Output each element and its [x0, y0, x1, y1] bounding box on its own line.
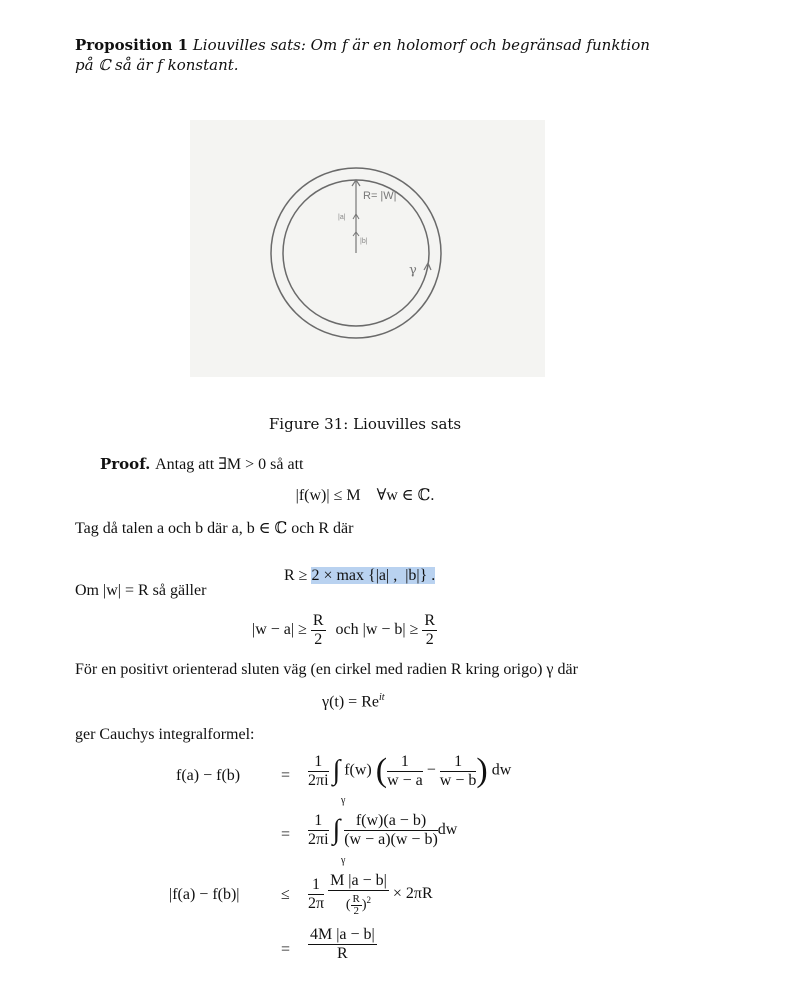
eq2-left: R ≥ [284, 567, 312, 584]
fraction-r-over-2-a: $\frac{R}{2}$ [312, 612, 324, 648]
row2-right: $\frac{1}{2\pi i}$ ∫ $\frac{f(w)(a - b)}{(w - a)(w - b)}$ dw [308, 812, 458, 848]
proof-intro [100, 454, 303, 474]
row1-right: $\frac{1}{2\pi i}$ ∫ f(w) ( $\frac{1}{w - a}$ − $\frac{1}{w - b}$ ) dw [308, 752, 512, 789]
proposition-text-1: Liouvilles sats: Om f är en holomorf och begränsad funktion [192, 36, 650, 54]
fraction-r-over-2-b: $\frac{R}{2}$ [424, 612, 436, 648]
fraction-1-over-2pii: $\frac{1}{2\pi i}$ [308, 752, 329, 789]
proposition-line-1 [75, 35, 715, 55]
proposition [75, 35, 715, 75]
equation-radius [276, 549, 435, 585]
a-label: |a| [338, 214, 346, 221]
eq3-left: |w − a| ≥ [252, 621, 307, 639]
row4-right: $\frac{4M |a - b|}{R}$ [310, 926, 375, 962]
row3-right: $\frac{1}{2\pi}$ M |a − b| ( $\frac{R}{2}$ )$^2$ × 2πR [308, 872, 433, 917]
figure-caption: Figure 31: Liouvilles sats [268, 415, 462, 433]
integral-sign: ∫ [332, 755, 341, 786]
proof-label: Proof. [100, 455, 151, 473]
figure-image [190, 120, 545, 377]
b-label: |b| [360, 238, 368, 245]
proposition-text-2: på ℂ så är f konstant. [75, 56, 239, 74]
eq2-highlight: 2 × max {|a| , |b|} . [311, 567, 436, 584]
row1-left: f(a) − f(b) [176, 767, 241, 784]
equation-distance [252, 612, 437, 649]
proof-intro-text: Antag att ∃M > 0 så att [155, 456, 304, 473]
proof-line-3: Om |w| = R så gäller [75, 582, 207, 599]
row3-le: ≤ [281, 886, 290, 903]
row1-eq: = [281, 767, 291, 784]
eq3-mid: och |w − b| ≥ [335, 621, 419, 639]
equation-bound: |f(w)| ≤ M ∀w ∈ ℂ. [295, 487, 435, 504]
row2-eq: = [281, 826, 291, 843]
row4-eq: = [281, 941, 291, 958]
gamma-label: γ [409, 263, 417, 278]
row3-left: |f(a) − f(b)| [169, 886, 240, 903]
proposition-label: Proposition 1 [75, 36, 189, 54]
radius-label: R= |W| [363, 190, 397, 202]
equation-gamma: $\gamma(t) = Re^{it}$ [322, 692, 385, 711]
liouville-diagram [190, 120, 545, 377]
proof-line-2: Tag då talen a och b där a, b ∈ ℂ och R där [75, 520, 354, 537]
proof-line-4: För en positivt orienterad sluten väg (en cirkel med radien R kring origo) γ där [75, 661, 578, 678]
proof-line-5: ger Cauchys integralformel: [75, 726, 255, 743]
